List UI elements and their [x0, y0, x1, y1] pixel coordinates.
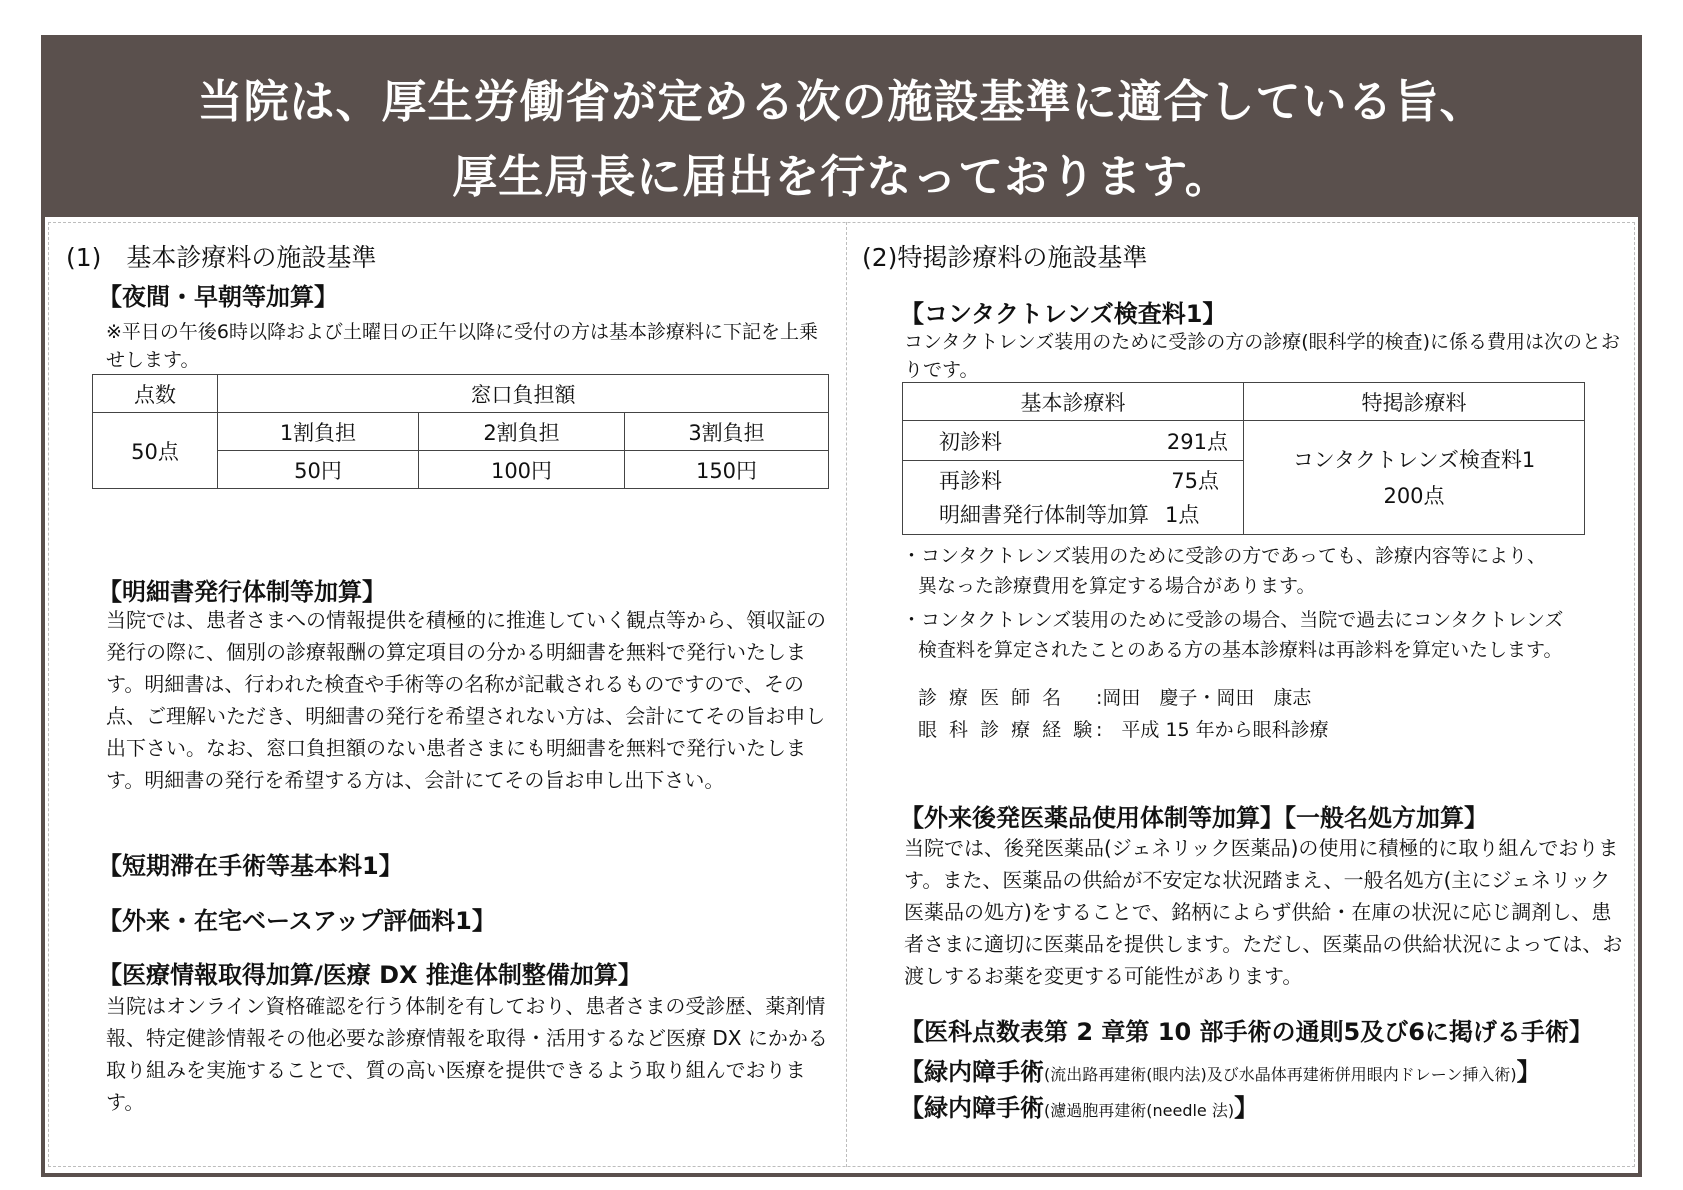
rate-2: 2割負担	[419, 413, 625, 451]
meisai-add-points: 1点	[1165, 502, 1200, 527]
meisai-add-label: 明細書発行体制等加算	[939, 502, 1149, 527]
amount-2: 100円	[419, 451, 625, 489]
bullet-1-cont: 異なった診療費用を算定する場合があります。	[918, 575, 1316, 597]
shoshin-points: 291点	[1166, 429, 1228, 454]
surgery-item-2-end: 】	[1234, 1094, 1259, 1122]
header-line-2: 厚生局長に届出を行なっております。	[452, 150, 1231, 203]
night-heading: 【夜間・早朝等加算】	[98, 283, 338, 311]
rate-1: 1割負担	[218, 413, 419, 451]
surgery-item-1-detail: (流出路再建術(眼内法)及び水晶体再建術併用眼内ドレーン挿入術)	[1044, 1065, 1517, 1084]
surgery-item-1-end: 】	[1516, 1058, 1541, 1086]
surgery-item-1	[900, 1052, 1541, 1087]
saishin-label: 再診料	[939, 468, 1002, 493]
col-special-header: 特掲診療料	[1244, 383, 1585, 421]
saishin-cell	[903, 461, 1244, 535]
rate-3: 3割負担	[625, 413, 829, 451]
bullet-1: ・コンタクトレンズ装用のために受診の方であっても、診療内容等により、	[902, 545, 1547, 567]
dx-body: 当院はオンライン資格確認を行う体制を有しており、患者さまの受診歴、薬剤情報、特定健診情報その他必要な診療情報を取得・活用するなど医療 DX にかかる取り組みを実施することで、質の高い医療を提供できるよう取り組んでおります。	[106, 994, 828, 1114]
col-points-header: 点数	[93, 375, 218, 413]
col-burden-header: 窓口負担額	[218, 375, 829, 413]
amount-1: 50円	[218, 451, 419, 489]
col-basic-header: 基本診療料	[903, 383, 1244, 421]
points-cell: 50点	[93, 413, 218, 489]
dx-heading: 【医療情報取得加算/医療 DX 推進体制整備加算】	[98, 961, 642, 989]
baseup-heading: 【外来・在宅ベースアップ評価料1】	[98, 907, 496, 935]
surgery-heading: 【医科点数表第 2 章第 10 部手術の通則5及び6に掲げる手術】	[900, 1018, 1593, 1046]
short-stay-heading: 【短期滞在手術等基本料1】	[98, 852, 403, 880]
surgery-item-2	[900, 1088, 1258, 1123]
bullet-2-cont: 検査料を算定されたことのある方の基本診療料は再診料を算定いたします。	[918, 639, 1563, 661]
bullet-2: ・コンタクトレンズ装用のために受診の場合、当院で過去にコンタクトレンズ	[902, 609, 1564, 631]
night-note: ※平日の午後6時以降および土曜日の正午以降に受付の方は基本診療料に下記を上乗せします。	[106, 321, 819, 371]
amount-3: 150円	[625, 451, 829, 489]
saishin-points: 75点	[1171, 468, 1219, 493]
header-line-1: 当院は、厚生労働省が定める次の施設基準に適合している旨、	[197, 75, 1486, 128]
experience-label: 眼 科 診 療 経 験	[918, 719, 1093, 741]
meisai-body: 当院では、患者さまへの情報提供を積極的に推進していく観点等から、領収証の発行の際に、個別の診療報酬の算定項目の分かる明細書を無料で発行いたします。明細書は、行われた検査や手術等の名称が記載されるものですので、その点、ご理解いただき、明細書の発行を希望されない方は、会計にてその旨お申し出下さい。なお、窓口負担額のない患者さまにも明細書を無料で発行いたします。明細書の発行を希望する方は、会計にてその旨お申し出下さい。	[106, 608, 826, 792]
experience-value: : 平成 15 年から眼科診療	[1096, 719, 1329, 741]
doctor-value: :岡田 慶子・岡田 康志	[1096, 687, 1312, 709]
surgery-item-2-detail: (濾過胞再建術(needle 法)	[1044, 1101, 1235, 1120]
generic-heading: 【外来後発医薬品使用体制等加算】【一般名処方加算】	[900, 804, 1488, 832]
contact-fee-table	[902, 382, 1585, 535]
shoshin-label: 初診料	[939, 429, 1002, 454]
night-fee-table	[92, 374, 829, 489]
special-name: コンタクトレンズ検査料1	[1292, 447, 1536, 472]
contact-heading: 【コンタクトレンズ検査料1】	[900, 300, 1227, 328]
contact-intro: コンタクトレンズ装用のために受診の方の診療(眼科学的検査)に係る費用は次のとおりです。	[904, 331, 1621, 381]
doctor-label: 診 療 医 師 名	[918, 687, 1062, 709]
left-section-title: (1) 基本診療料の施設基準	[66, 243, 377, 272]
generic-body: 当院では、後発医薬品(ジェネリック医薬品)の使用に積極的に取り組んでおります。また、医薬品の供給が不安定な状況踏まえ、一般名処方(主にジェネリック医薬品の処方)をすることで、銘柄によらず供給・在庫の状況に応じ調剤し、患者さまに適切に医薬品を提供します。ただし、医薬品の供給状況によっては、お渡しするお薬を変更する可能性があります。	[904, 836, 1623, 988]
surgery-item-2-main: 【緑内障手術	[900, 1094, 1044, 1122]
special-cell	[1244, 421, 1585, 535]
column-divider	[846, 222, 847, 1167]
right-section-title: (2)特掲診療料の施設基準	[862, 243, 1148, 272]
surgery-item-1-main: 【緑内障手術	[900, 1058, 1044, 1086]
meisai-heading: 【明細書発行体制等加算】	[98, 578, 386, 606]
shoshin-cell	[903, 421, 1244, 461]
special-points: 200点	[1383, 483, 1445, 508]
notice-header	[41, 35, 1642, 217]
